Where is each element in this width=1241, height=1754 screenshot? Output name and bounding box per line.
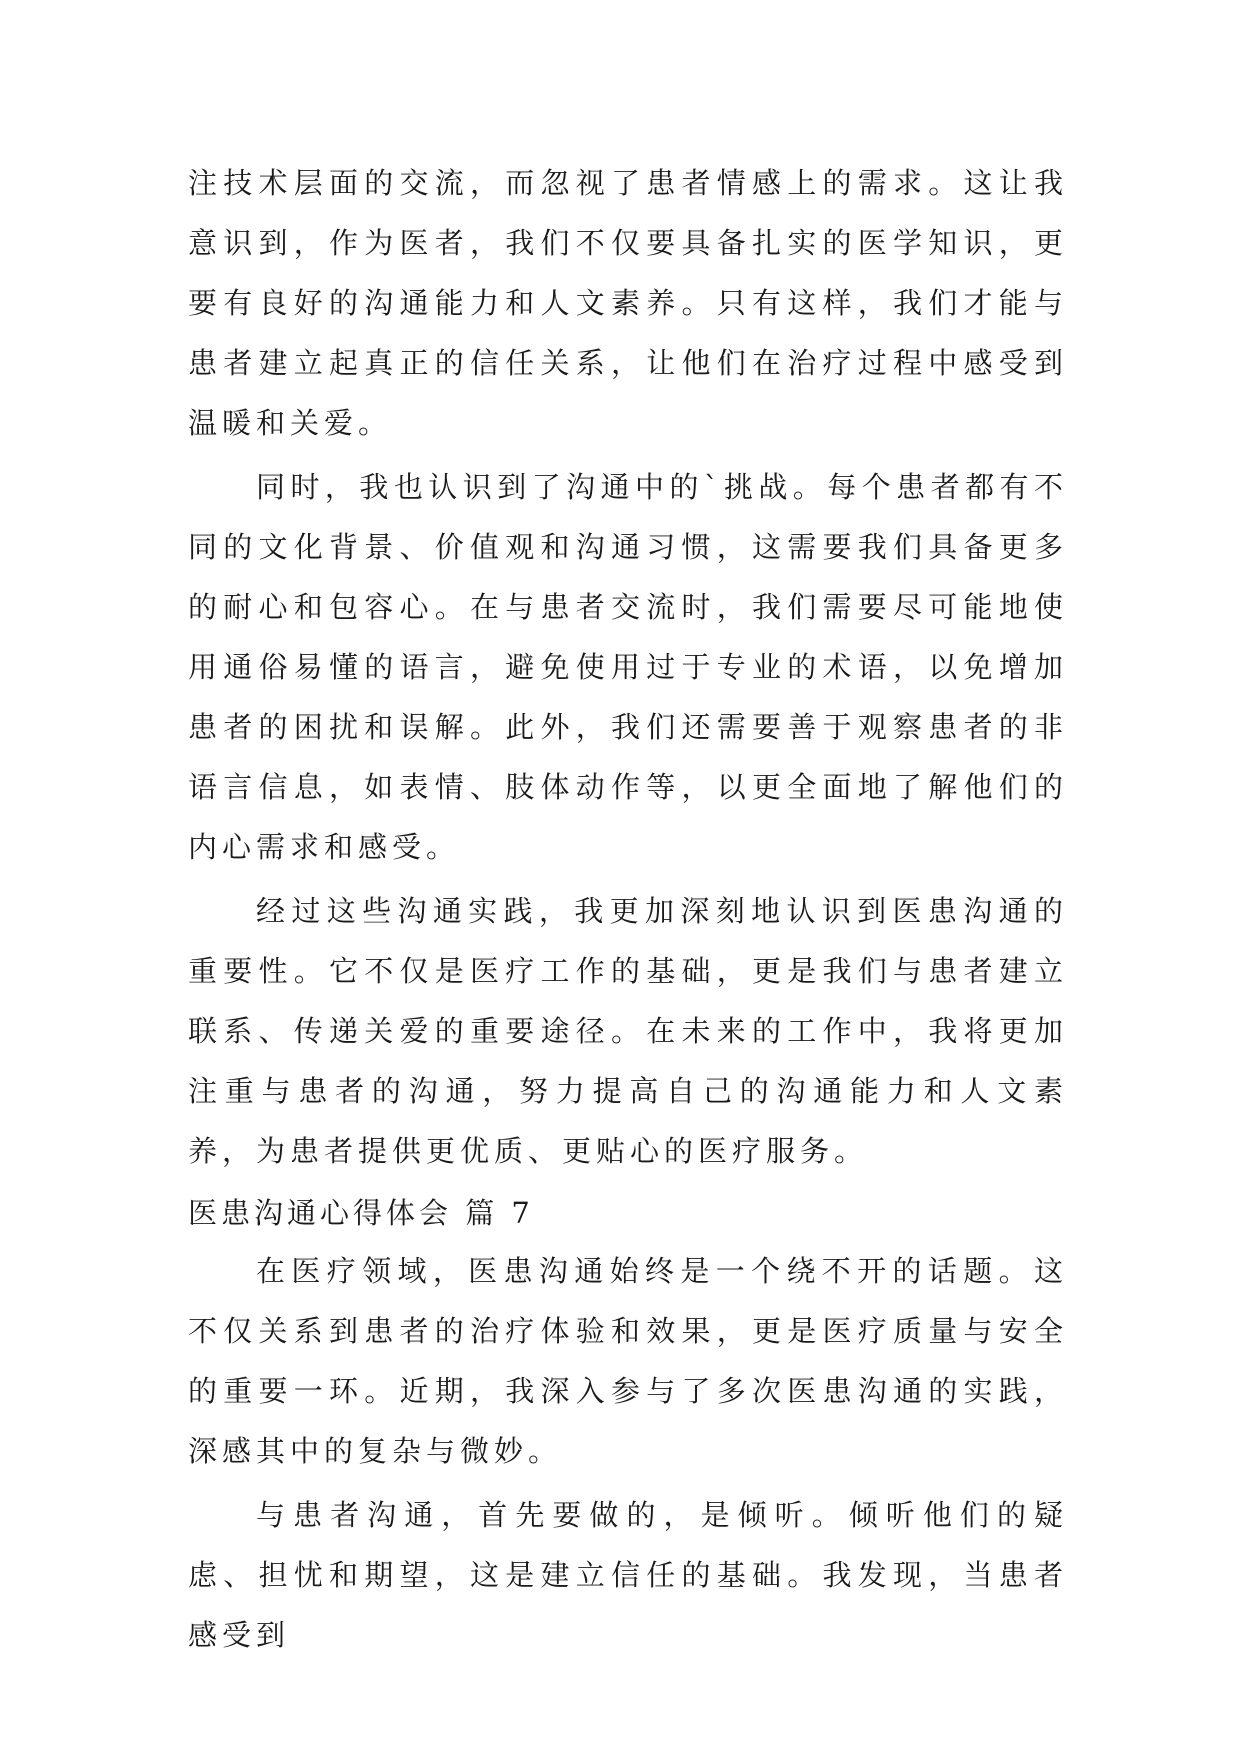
document-body (188, 153, 1068, 1669)
paragraph-continuation: 注技术层面的交流，而忽视了患者情感上的需求。这让我意识到，作为医者，我们不仅要具备扎实的医学知识，更要有良好的沟通能力和人文素养。只有这样，我们才能与患者建立起真正的信任关系，让他们在治疗过程中感受到温暖和关爱。 (188, 166, 1068, 440)
paragraph-listening: 与患者沟通，首先要做的，是倾听。倾听他们的疑虑、担忧和期望，这是建立信任的基础。我发现，当患者感受到 (188, 1498, 1068, 1652)
paragraph-intro: 在医疗领域，医患沟通始终是一个绕不开的话题。这不仅关系到患者的治疗体验和效果，更是医疗质量与安全的重要一环。近期，我深入参与了多次医患沟通的实践，深感其中的复杂与微妙。 (188, 1254, 1068, 1468)
section-heading: 医患沟通心得体会 篇 7 (188, 1196, 534, 1230)
paragraph-conclusion: 经过这些沟通实践，我更加深刻地认识到医患沟通的重要性。它不仅是医疗工作的基础，更是我们与患者建立联系、传递关爱的重要途径。在未来的工作中，我将更加注重与患者的沟通，努力提高自己的沟通能力和人文素养，为患者提供更优质、更贴心的医疗服务。 (188, 894, 1068, 1168)
paragraph-challenges: 同时，我也认识到了沟通中的`挑战。每个患者都有不同的文化背景、价值观和沟通习惯，这需要我们具备更多的耐心和包容心。在与患者交流时，我们需要尽可能地使用通俗易懂的语言，避免使用过于专业的术语，以免增加患者的困扰和误解。此外，我们还需要善于观察患者的非语言信息，如表情、肢体动作等，以更全面地了解他们的内心需求和感受。 (188, 470, 1068, 864)
